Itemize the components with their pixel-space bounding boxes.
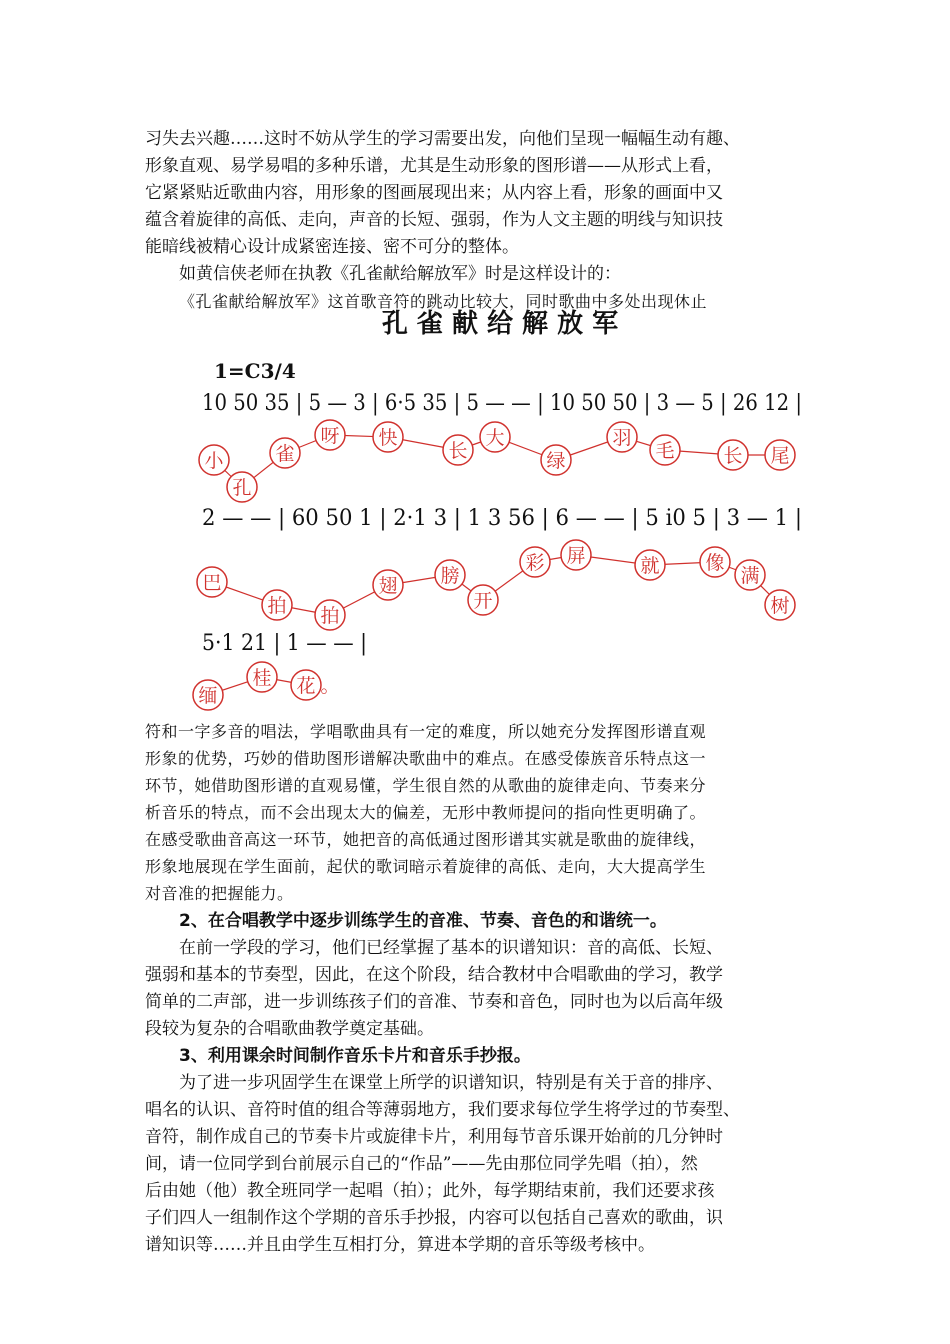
lyric-text: 。 [320,675,340,697]
lyric-circle [270,438,300,468]
lyric-circle [541,445,571,475]
score-notes-row3: 5·1 21 | 1 — — | [202,631,367,656]
lyric-text: 快 [378,427,398,449]
section-heading-2 [145,908,815,935]
lyric-circle [373,422,403,452]
text-line: 谱知识等……并且由学生互相打分，算进本学期的音乐等级考核中。 [145,1235,655,1255]
lyric-circle [227,472,257,502]
lyric-text: 呀 [320,425,340,447]
lyric-circle [520,547,550,577]
melody-lines [208,435,780,695]
lyric-text: 绿 [546,450,566,472]
graphic-score-figure [190,300,810,720]
lyric-circle [765,440,795,470]
lyric-text: 膀 [440,565,460,587]
text-line: 间，请一位同学到台前展示自己的“作品”——先由那位同学先唱（拍），然 [145,1154,698,1174]
lyric-circle [480,422,510,452]
lyric-circle [765,590,795,620]
lyric-text: 巴 [202,572,222,594]
lyric-text: 拍 [320,605,340,627]
lyric-circle [262,590,292,620]
section-heading-3 [145,1043,815,1070]
paragraph-example [145,261,815,288]
text-line: 形象地展现在学生面前，起伏的歌词暗示着旋律的高低、走向，大大提高学生 [145,857,707,876]
text-line: 简单的二声部，进一步训练孩子们的音准、节奏和音色，同时也为以后高年级 [145,992,723,1012]
text-line: 蕴含着旋律的高低、走向，声音的长短、强弱，作为人文主题的明线与知识技 [145,210,723,230]
text-line: 如黄信侠老师在执教《孔雀献给解放军》时是这样设计的： [179,264,621,284]
text-line: 形象直观、易学易唱的多种乐谱，尤其是生动形象的图形谱——从形式上看， [145,156,723,176]
paragraph-choir [145,935,815,1043]
lyric-text: 满 [740,565,760,587]
lyric-text: 开 [473,590,493,612]
lyric-circles [193,420,795,710]
text-line: 析音乐的特点，而不会出现太大的偏差，无形中教师提问的指向性更明确了。 [145,803,707,822]
text-line: 形象的优势，巧妙的借助图形谱解决歌曲中的难点。在感受傣族音乐特点这一 [145,749,707,768]
lyric-text: 花 [296,675,316,697]
heading-text: 2、在合唱教学中逐步训练学生的音准、节奏、音色的和谐统一。 [179,911,667,931]
lyric-circle [373,570,403,600]
paragraph-cards [145,1070,815,1259]
lyric-circle [607,422,637,452]
text-line: 为了进一步巩固学生在课堂上所学的识谱知识，特别是有关于音的排序、 [179,1073,723,1093]
lyric-text: 羽 [612,427,632,449]
text-line: 习失去兴趣……这时不妨从学生的学习需要出发，向他们呈现一幅幅生动有趣、 [145,129,740,149]
lyric-circle [320,675,339,697]
lyric-circle [193,680,223,710]
lyric-circle [315,420,345,450]
lyric-text: 屏 [566,545,586,567]
lyric-circle [718,440,748,470]
lyric-circle [700,547,730,577]
lyric-circle [435,560,465,590]
lyric-text: 桂 [252,667,272,689]
text-line: 能暗线被精心设计成紧密连接、密不可分的整体。 [145,237,519,257]
lyric-text: 小 [204,450,224,472]
lyric-text: 缅 [198,685,218,707]
lyric-text: 雀 [275,443,295,465]
lyric-text: 尾 [770,445,790,467]
text-line: 符和一字多音的唱法，学唱歌曲具有一定的难度，所以她充分发挥图形谱直观 [145,722,707,741]
lyric-text: 就 [640,555,660,577]
lyric-circle [199,445,229,475]
lyric-circle [650,435,680,465]
lyric-text: 像 [705,552,725,574]
text-line: 后由她（他）教全班同学一起唱（拍）；此外，每学期结束前，我们还要求孩 [145,1181,715,1201]
lyric-text: 翅 [378,575,398,597]
text-line: 在感受歌曲音高这一环节，她把音的高低通过图形谱其实就是歌曲的旋律线， [145,830,707,849]
text-line: 环节，她借助图形谱的直观易懂，学生很自然的从歌曲的旋律走向、节奏来分 [145,776,707,795]
text-line: 在前一学段的学习，他们已经掌握了基本的识谱知识：音的高低、长短、 [179,938,723,958]
lyric-circle [735,560,765,590]
lyric-circle [315,600,345,630]
score-notes-row2: 2 — — | 60 50 1 | 2·1 3 | 1 3 56 | 6 — — | 5 i0 5 | 3 — 1 | [202,506,802,531]
lyric-text: 大 [485,427,505,449]
text-line: 《孔雀献给解放军》这首歌音符的跳动比较大，同时歌曲中多处出现休止 [179,292,708,311]
heading-text: 3、利用课余时间制作音乐卡片和音乐手抄报。 [179,1046,531,1066]
lyric-circle [197,567,227,597]
text-line: 它紧紧贴近歌曲内容，用形象的图画展现出来；从内容上看，形象的画面中又 [145,183,723,203]
lyric-text: 长 [723,445,743,467]
score-notes-row1: 10 50 35 | 5 — 3 | 6·5 35 | 5 — — | 10 50 50 | 3 — 5 | 26 12 | [202,391,802,416]
lyric-circle [443,435,473,465]
lyric-circle [635,550,665,580]
text-line: 音符，制作成自己的节奏卡片或旋律卡片，利用每节音乐课开始前的几分钟时 [145,1127,723,1147]
lyric-text: 彩 [525,552,545,574]
text-line: 对音准的把握能力。 [145,884,294,903]
lyric-text: 毛 [655,440,675,462]
lyric-circle [247,662,277,692]
lyric-circle [291,670,321,700]
text-line: 唱名的认识、音符时值的组合等薄弱地方，我们要求每位学生将学过的节奏型、 [145,1100,740,1120]
paragraph-intro [145,126,815,261]
lyric-text: 孔 [232,477,252,499]
text-line: 子们四人一组制作这个学期的音乐手抄报，内容可以包括自己喜欢的歌曲，识 [145,1208,723,1228]
lyric-text: 拍 [267,595,287,617]
score-title: 孔 雀 献 给 解 放 军 [381,309,619,339]
text-line: 段较为复杂的合唱歌曲教学奠定基础。 [145,1019,434,1039]
score-key: 1=C3/4 [214,359,296,383]
text-line: 强弱和基本的节奏型，因此，在这个阶段，结合教材中合唱歌曲的学习，教学 [145,965,723,985]
paragraph-analysis [145,718,815,907]
lyric-text: 树 [770,595,790,617]
lyric-circle [561,540,591,570]
lyric-circle [468,585,498,615]
lyric-text: 长 [448,440,468,462]
